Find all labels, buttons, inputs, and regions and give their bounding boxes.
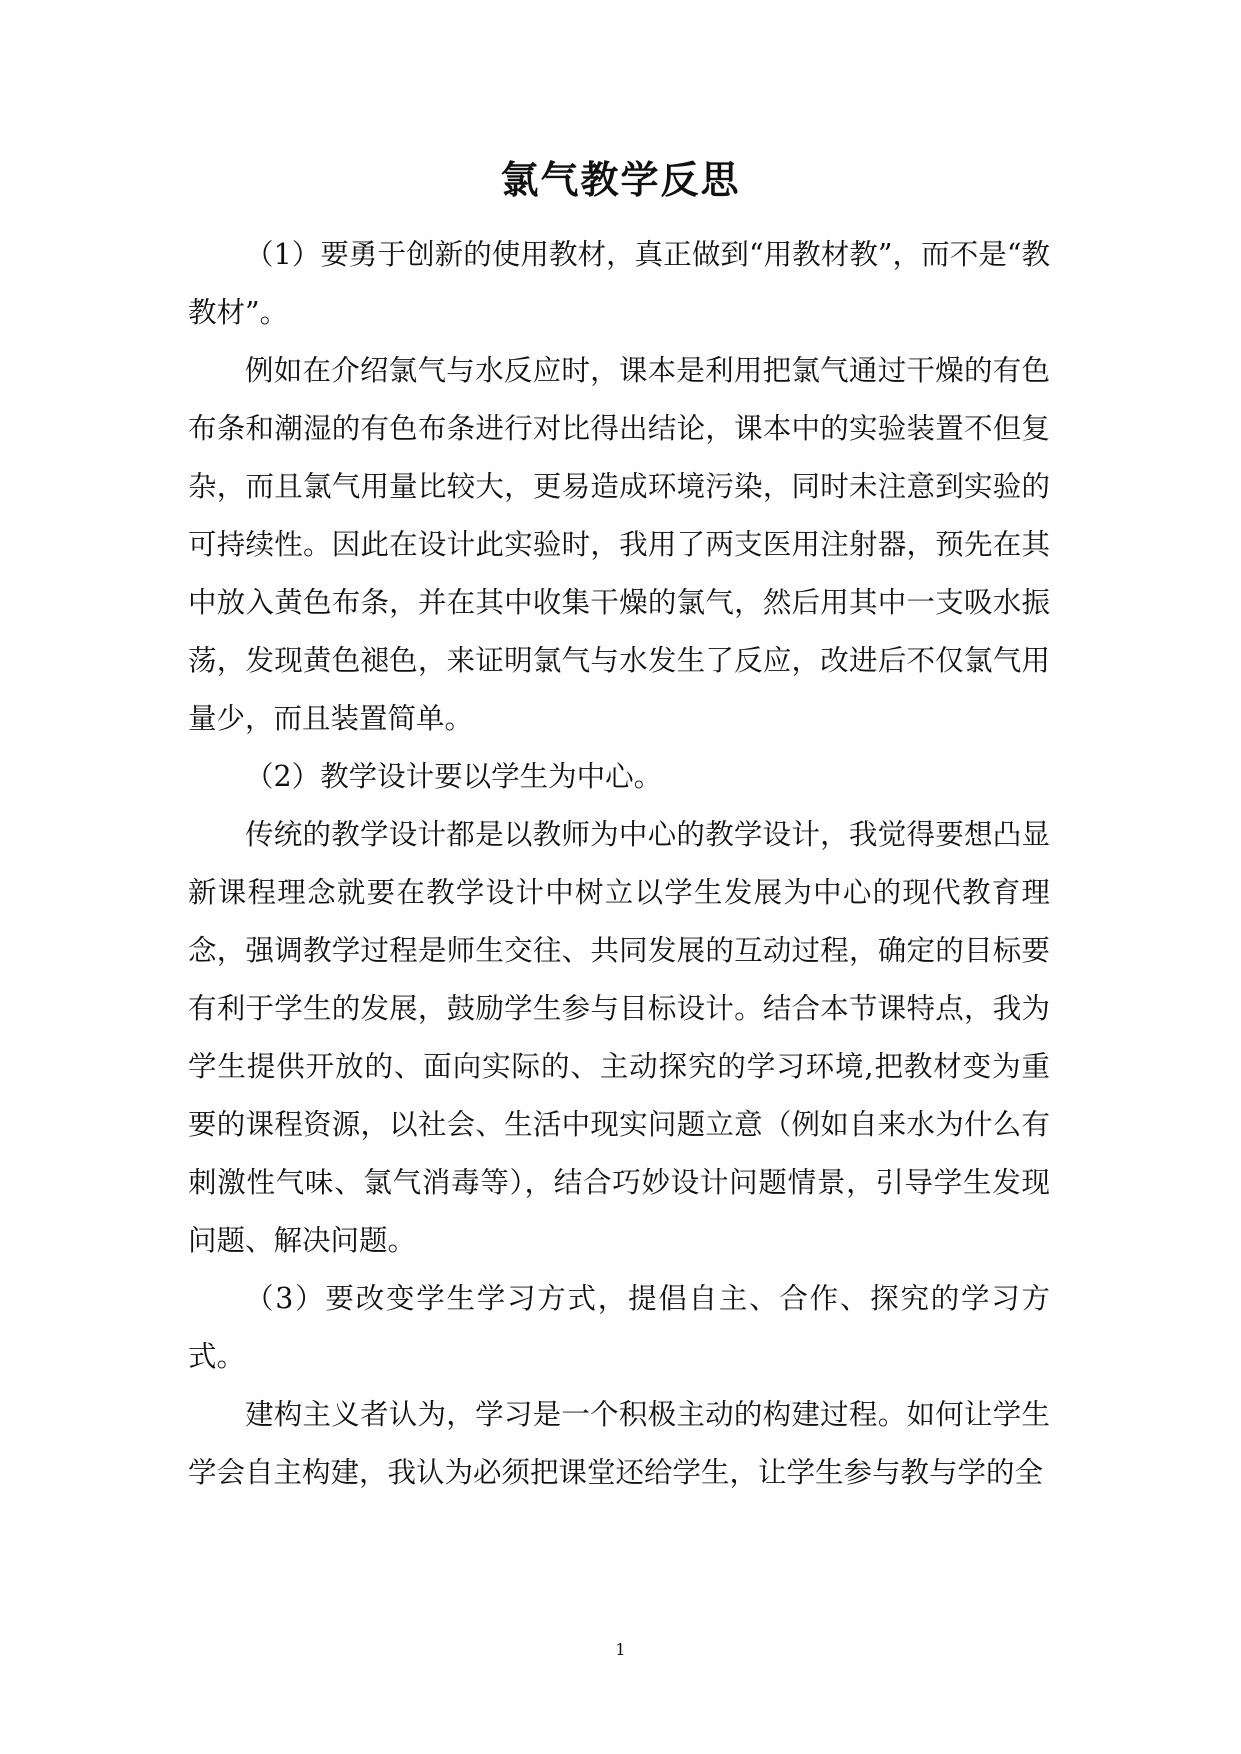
document-title: 氯气教学反思 [500,157,741,202]
paragraph: （1）要勇于创新的使用教材，真正做到“用教材教”，而不是“教教材”。 [188,238,1050,329]
page-number: 1 [615,1640,626,1659]
document-body [188,226,1050,1502]
paragraph: 建构主义者认为，学习是一个积极主动的构建过程。如何让学生学会自主构建，我认为必须把课堂还给学生，让学生参与教与学的全 [188,1398,1050,1489]
paragraph: 例如在介绍氯气与水反应时，课本是利用把氯气通过干燥的有色布条和潮湿的有色布条进行对比得出结论，课本中的实验装置不但复杂，而且氯气用量比较大，更易造成环境污染，同时未注意到实验的可持续性。因此在设计此实验时，我用了两支医用注射器，预先在其中放入黄色布条，并在其中收集干燥的氯气，然后用其中一支吸水振荡，发现黄色褪色，来证明氯气与水发生了反应，改进后不仅氯气用量少，而且装置简单。 [188,354,1050,735]
paragraph: 传统的教学设计都是以教师为中心的教学设计，我觉得要想凸显新课程理念就要在教学设计中树立以学生发展为中心的现代教育理念，强调教学过程是师生交往、共同发展的互动过程，确定的目标要有利于学生的发展，鼓励学生参与目标设计。结合本节课特点，我为学生提供开放的、面向实际的、主动探究的学习环境,把教材变为重要的课程资源，以社会、生活中现实问题立意（例如自来水为什么有刺激性气味、氯气消毒等），结合巧妙设计问题情景，引导学生发现问题、解决问题。 [188,818,1050,1257]
paragraph: （3）要改变学生学习方式，提倡自主、合作、探究的学习方式。 [188,1282,1050,1373]
paragraph: （2）教学设计要以学生为中心。 [245,760,663,793]
